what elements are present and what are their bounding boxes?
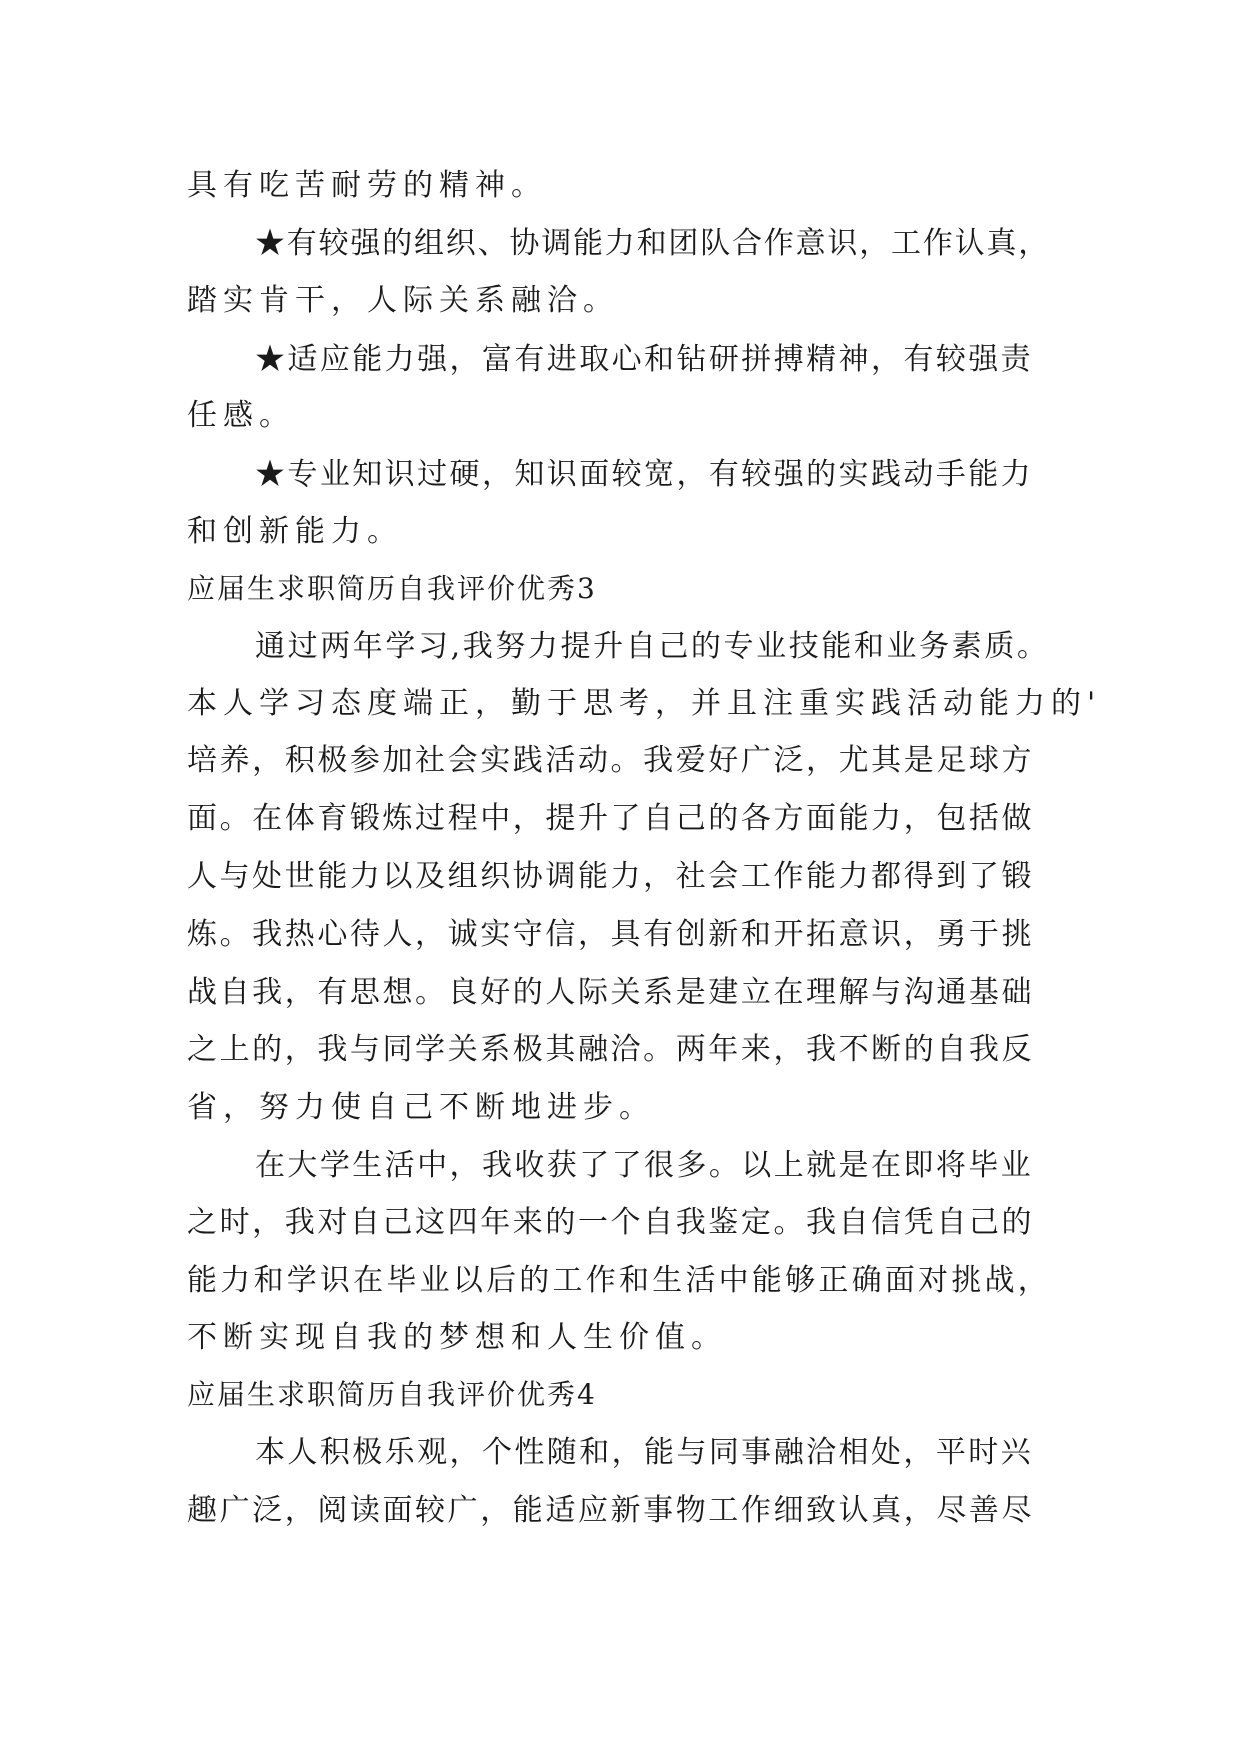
text-line: 本人学习态度端正，勤于思考，并且注重实践活动能力的' bbox=[187, 686, 1102, 721]
section-heading: 应届生求职简历自我评价优秀3 bbox=[187, 572, 597, 605]
text-line: 踏实肯干，人际关系融洽。 bbox=[187, 283, 619, 318]
text-line: 战自我，有思想。良好的人际关系是建立在理解与沟通基础 bbox=[187, 975, 1035, 1010]
text-line: ★有较强的组织、协调能力和团队合作意识，工作认真， bbox=[255, 226, 1050, 261]
text-line: 能力和学识在毕业以后的工作和生活中能够正确面对挑战， bbox=[187, 1263, 1051, 1298]
text-line: 在大学生活中，我收获了了很多。以上就是在即将毕业 bbox=[255, 1148, 1034, 1183]
text-line: 面。在体育锻炼过程中，提升了自己的各方面能力，包括做 bbox=[187, 801, 1035, 836]
text-line: 通过两年学习,我努力提升自己的专业技能和业务素质。 bbox=[255, 629, 1050, 664]
text-line: 炼。我热心待人，诚实守信，具有创新和开拓意识，勇于挑 bbox=[187, 917, 1035, 952]
text-line: 具有吃苦耐劳的精神。 bbox=[187, 168, 547, 203]
text-line: 培养，积极参加社会实践活动。我爱好广泛，尤其是足球方 bbox=[187, 743, 1035, 778]
text-line: 不断实现自我的梦想和人生价值。 bbox=[187, 1320, 727, 1355]
text-line: 人与处世能力以及组织协调能力，社会工作能力都得到了锻 bbox=[187, 859, 1035, 894]
text-line: 本人积极乐观，个性随和，能与同事融洽相处，平时兴 bbox=[255, 1435, 1034, 1470]
section-heading: 应届生求职简历自我评价优秀4 bbox=[187, 1378, 597, 1411]
text-line: ★专业知识过硬，知识面较宽，有较强的实践动手能力 bbox=[255, 457, 1034, 492]
text-line: 趣广泛，阅读面较广，能适应新事物工作细致认真，尽善尽 bbox=[187, 1493, 1035, 1528]
text-line: 省，努力使自己不断地进步。 bbox=[187, 1090, 655, 1125]
text-line: 任感。 bbox=[187, 398, 295, 433]
text-line: 之上的，我与同学关系极其融洽。两年来，我不断的自我反 bbox=[187, 1032, 1035, 1067]
text-line: 和创新能力。 bbox=[187, 514, 403, 549]
text-line: 之时，我对自己这四年来的一个自我鉴定。我自信凭自己的 bbox=[187, 1205, 1035, 1240]
text-line: ★适应能力强，富有进取心和钻研拼搏精神，有较强责 bbox=[255, 342, 1034, 377]
